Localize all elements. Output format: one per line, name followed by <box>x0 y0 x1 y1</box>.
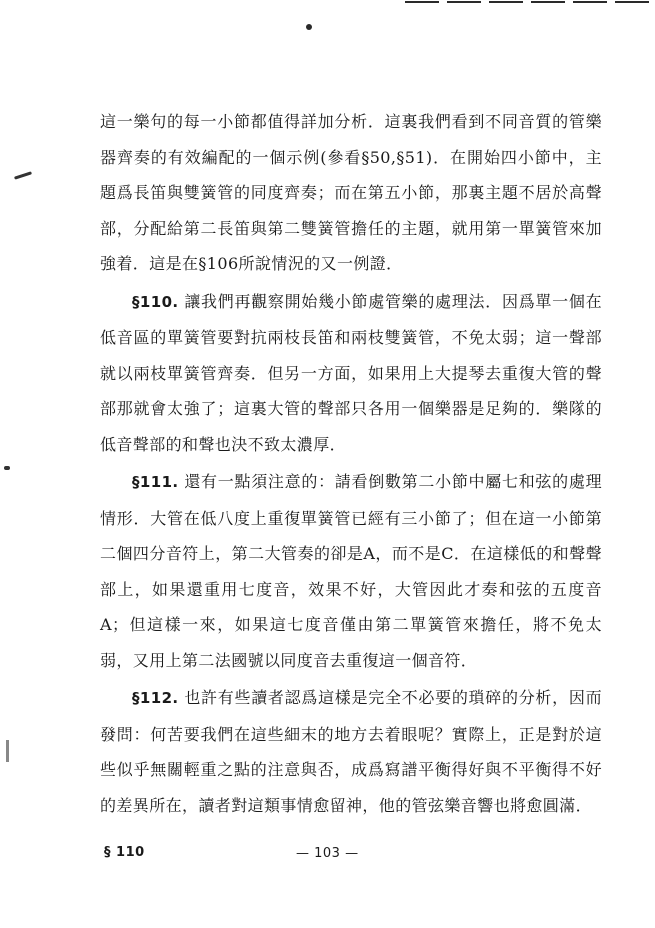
footnote-reference: § 110 <box>104 845 145 860</box>
body-text <box>100 104 602 825</box>
margin-ink-mark <box>6 740 9 762</box>
paragraph-text: 這一樂句的每一小節都值得詳加分析．這裏我們看到不同音質的管樂器齊奏的有效編配的一個示例(參看§50,§51)．在開始四小節中，主題爲長笛與雙簧管的同度齊奏；而在第五小節，那裏主題不居於高聲部，分配給第二長笛與第二雙簧管擔任的主題，就用第一單簧管來加強着．這是在§106所說情況的又一例證． <box>100 112 602 273</box>
paragraph <box>100 284 602 463</box>
top-rule <box>489 1 523 3</box>
paragraph-text: 還有一點須注意的：請看倒數第二小節中屬七和弦的處理情形．大管在低八度上重復單簧管已經有三小節了；但在這一小節第二個四分音符上，第二大管奏的卻是A，而不是C．在這樣低的和聲聲部上，如果還重用七度音，效果不好，大管因此才奏和弦的五度音A；但這樣一來，如果這七度音僅由第二單簧管來擔任，將不免太弱，又用上第二法國號以同度音去重復這一個音符． <box>100 472 602 670</box>
section-number: §110. <box>132 292 179 311</box>
section-number: §112. <box>132 689 179 707</box>
top-rule <box>447 1 481 3</box>
top-edge-rules <box>405 0 649 6</box>
paragraph-text: 也許有些讀者認爲這樣是完全不必要的瑣碎的分析，因而發問：何苦要我們在這些細末的地方去着眼呢？實際上，正是對於這些似乎無關輕重之點的注意與否，成爲寫譜平衡得好與不平衡得不好的差異所在，讀者對這類事情愈留神，他的管弦樂音響也將愈圓滿． <box>100 688 602 815</box>
paragraph <box>100 680 602 823</box>
top-rule <box>405 1 439 3</box>
ink-dot <box>306 24 312 30</box>
paragraph <box>100 104 602 282</box>
section-number: §111. <box>132 473 179 491</box>
margin-ink-mark <box>14 171 32 179</box>
top-rule <box>573 1 607 3</box>
paragraph-text: 讓我們再觀察開始幾小節處管樂的處理法．因爲單一個在低音區的單簧管要對抗兩枝長笛和兩枝雙簧管，不免太弱；這一聲部就以兩枝單簧管齊奏．但另一方面，如果用上大提琴去重復大管的聲部那就會太強了；這裏大管的聲部只各用一個樂器是足夠的．樂隊的低音聲部的和聲也決不致太濃厚． <box>100 291 602 454</box>
top-rule <box>531 1 565 3</box>
top-rule <box>615 1 649 3</box>
margin-ink-mark <box>4 466 10 470</box>
paragraph <box>100 464 602 678</box>
page-number: — 103 — <box>296 846 359 861</box>
